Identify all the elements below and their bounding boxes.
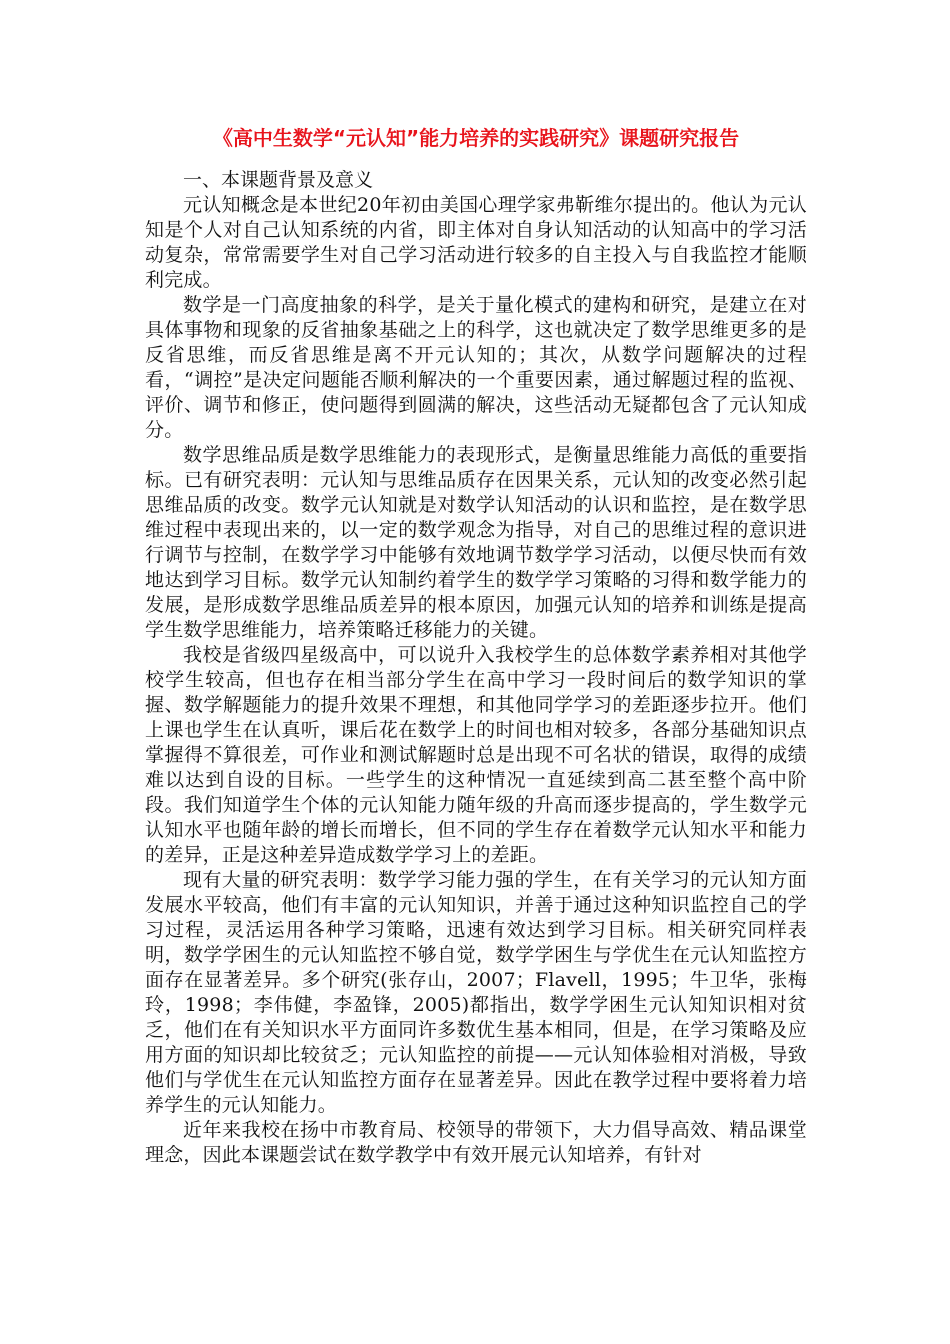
document-title: 《高中生数学“元认知”能力培养的实践研究》课题研究报告	[212, 126, 740, 150]
section-heading: 一、本课题背景及意义	[183, 169, 374, 191]
paragraph-2: 数学是一门高度抽象的科学，是关于量化模式的建构和研究，是建立在对具体事物和现象的反省抽象基础之上的科学，这也就决定了数学思维更多的是反省思维，而反省思维是离不开元认知的；其次，从数学问题解决的过程看，“调控”是决定问题能否顺利解决的一个重要因素，通过解题过程的监视、评价、调节和修正，使问题得到圆满的解决，这些活动无疑都包含了元认知成分。	[145, 294, 807, 441]
paragraph-3: 数学思维品质是数学思维能力的表现形式，是衡量思维能力高低的重要指标。已有研究表明：元认知与思维品质存在因果关系，元认知的改变必然引起思维品质的改变。数学元认知就是对数学认知活动的认识和监控，是在数学思维过程中表现出来的，以一定的数学观念为指导，对自己的思维过程的意识进行调节与控制，在数学学习中能够有效地调节数学学习活动，以便尽快而有效地达到学习目标。数学元认知制约着学生的数学学习策略的习得和数学能力的发展，是形成数学思维品质差异的根本原因，加强元认知的培养和训练是提高学生数学思维能力，培养策略迁移能力的关键。	[145, 444, 807, 641]
paragraph-5: 现有大量的研究表明：数学学习能力强的学生，在有关学习的元认知方面发展水平较高，他们有丰富的元认知知识，并善于通过这种知识监控自己的学习过程，灵活运用各种学习策略，迅速有效达到学习目标。相关研究同样表明，数学学困生的元认知监控不够自觉，数学学困生与学优生在元认知监控方面存在显著差异。多个研究(张存山，2007；Flavell，1995；牛卫华，张梅玲，1998；李伟健，李盈锋，2005)都指出，数学学困生元认知知识相对贫乏，他们在有关知识水平方面同许多数优生基本相同，但是，在学习策略及应用方面的知识却比较贫乏；元认知监控的前提——元认知体验相对消极，导致他们与学优生在元认知监控方面存在显著差异。因此在教学过程中要将着力培养学生的元认知能力。	[145, 869, 807, 1116]
paragraph-6: 近年来我校在扬中市教育局、校领导的带领下，大力倡导高效、精品课堂理念，因此本课题尝试在数学教学中有效开展元认知培养，有针对	[145, 1119, 807, 1166]
document-page	[145, 118, 807, 1168]
paragraph-4: 我校是省级四星级高中，可以说升入我校学生的总体数学素养相对其他学校学生较高，但也存在相当部分学生在高中学习一段时间后的数学知识的掌握、数学解题能力的提升效果不理想，和其他同学学习的差距逐步拉开。他们上课也学生在认真听，课后花在数学上的时间也相对较多，各部分基础知识点掌握得不算很差，可作业和测试解题时总是出现不可名状的错误，取得的成绩难以达到自设的目标。一些学生的这种情况一直延续到高二甚至整个高中阶段。我们知道学生个体的元认知能力随年级的升高而逐步提高的，学生数学元认知水平也随年龄的增长而增长，但不同的学生存在着数学元认知水平和能力的差异，正是这种差异造成数学学习上的差距。	[145, 644, 807, 866]
paragraph-1: 元认知概念是本世纪20年初由美国心理学家弗靳维尔提出的。他认为元认知是个人对自己认知系统的内省，即主体对自身认知活动的认知高中的学习活动复杂，常常需要学生对自己学习活动进行较多的自主投入与自我监控才能顺利完成。	[145, 194, 807, 291]
